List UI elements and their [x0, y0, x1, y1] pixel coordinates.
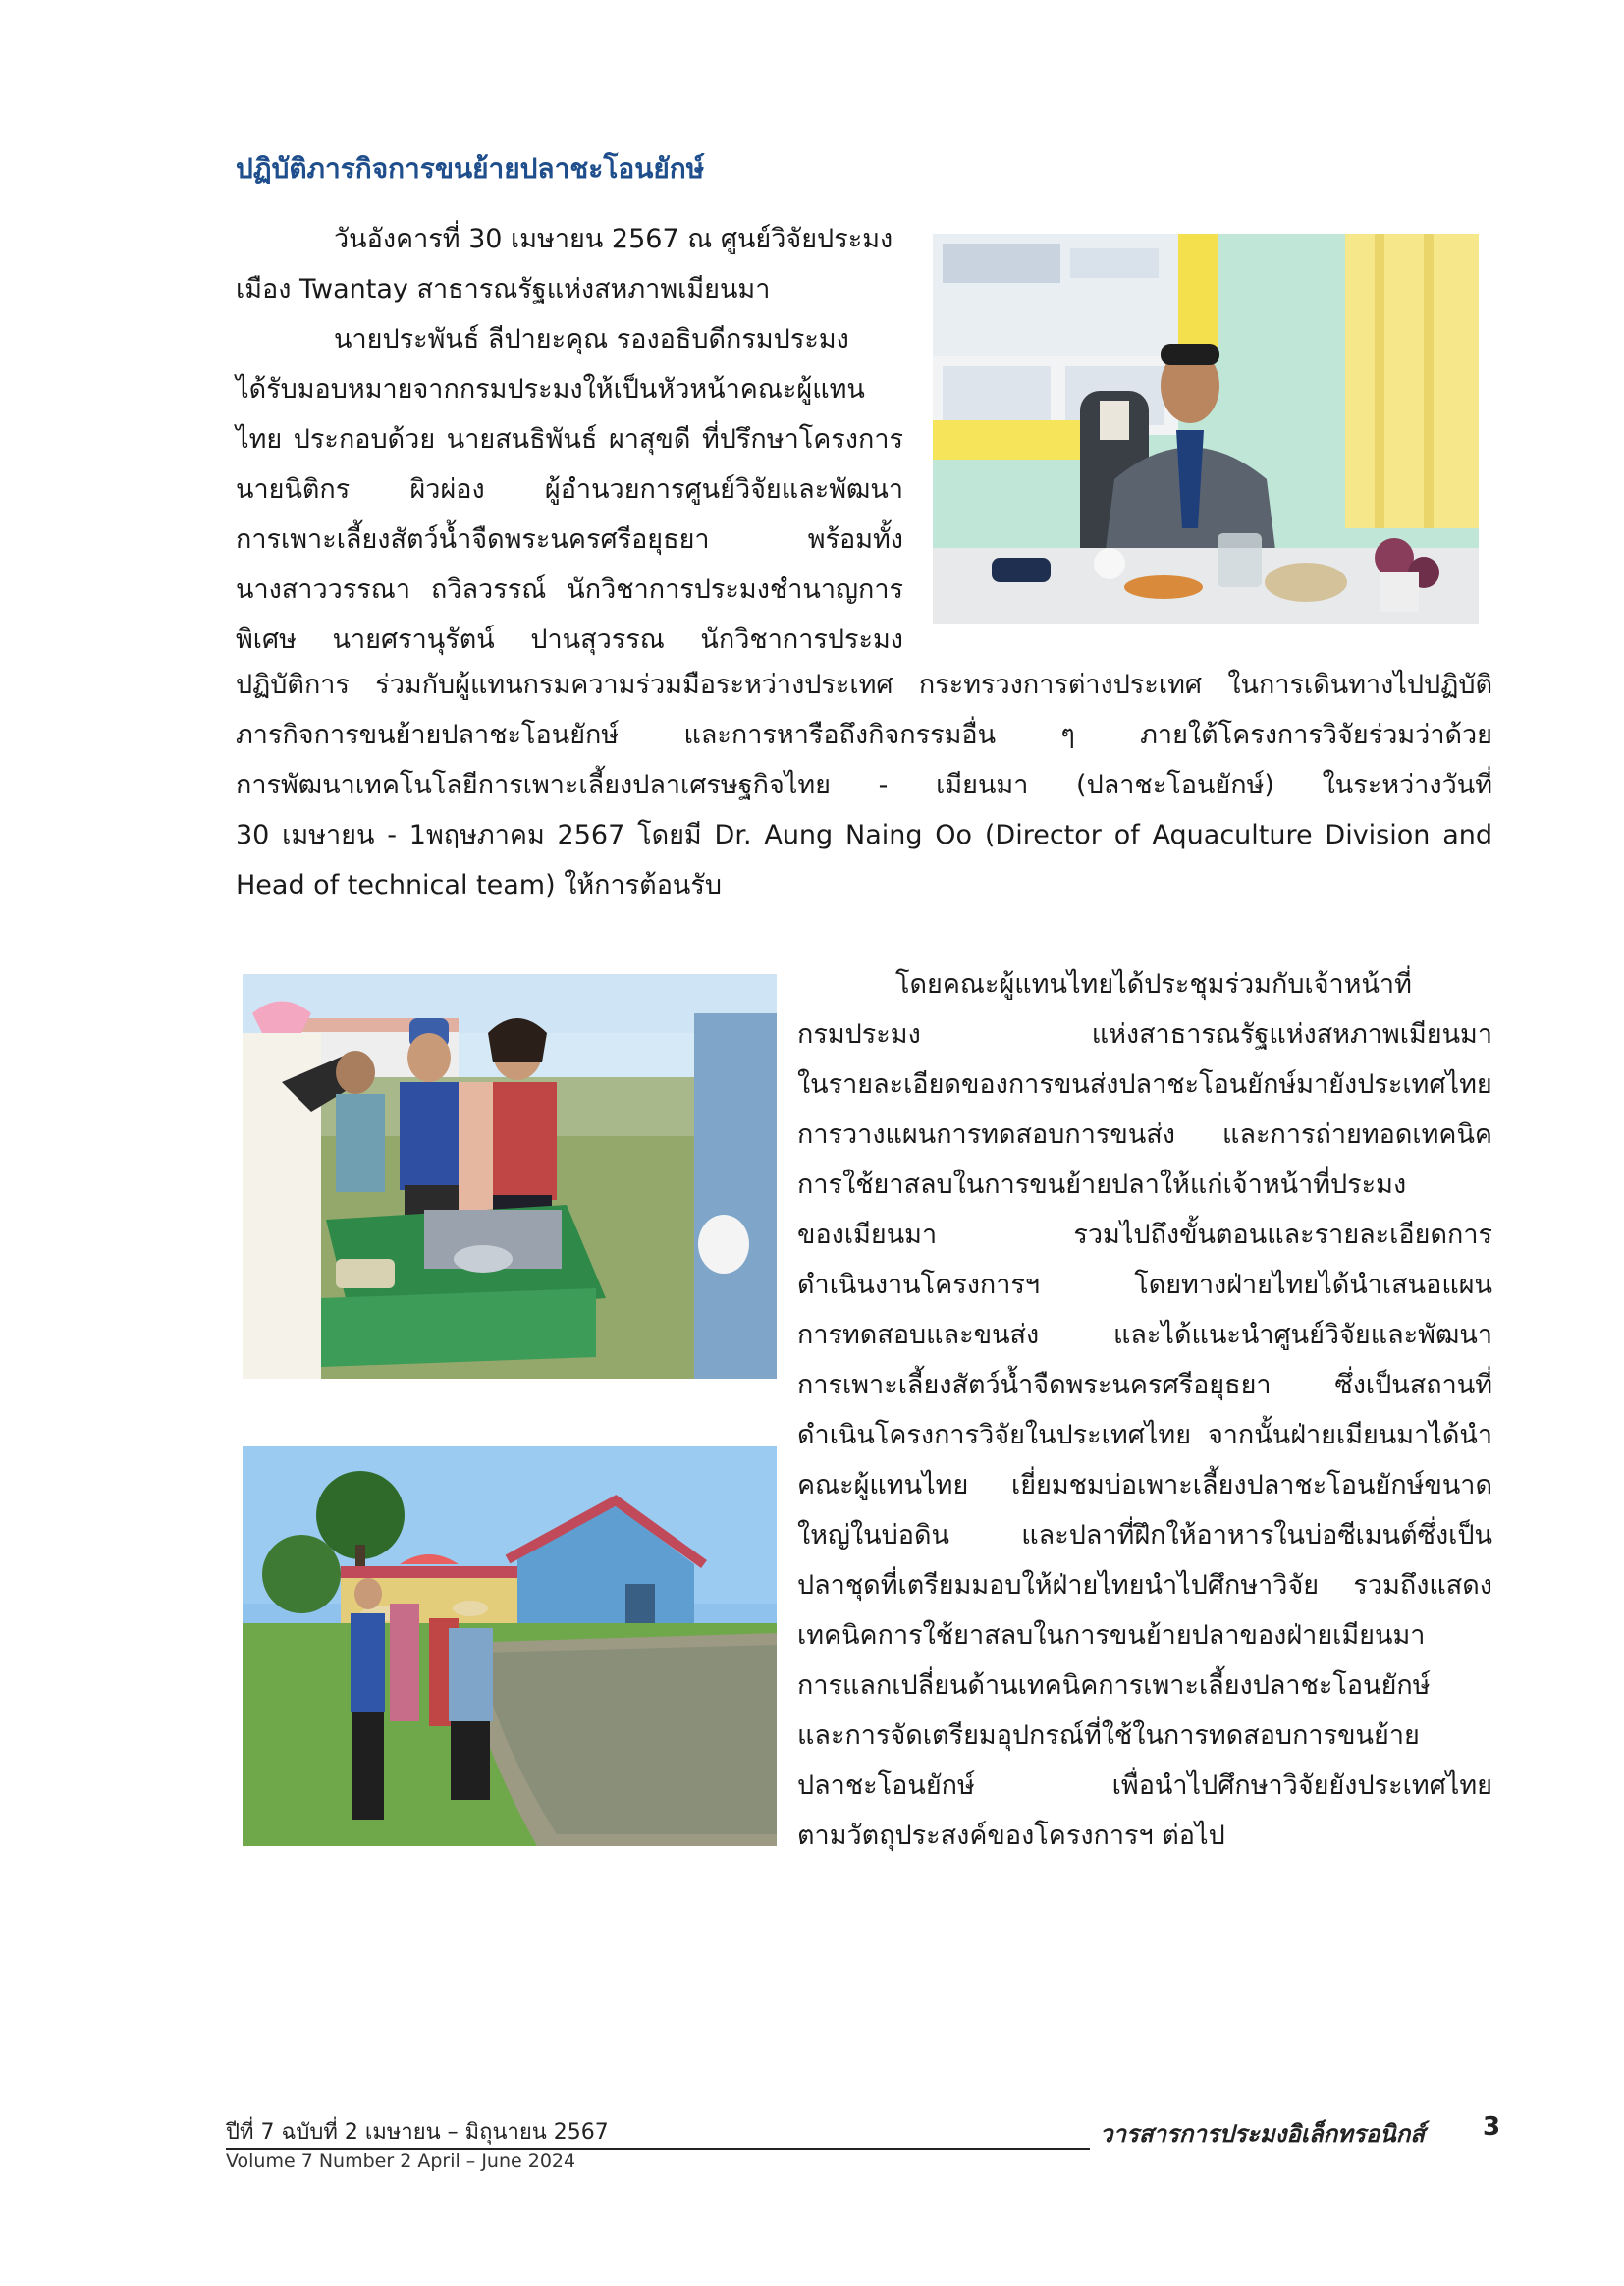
- delegation-line: การพัฒนาเทคโนโลยีการเพาะเลี้ยงปลาเศรษฐกิจไทย - เมียนมา (ปลาชะโอนยักษ์) ในระหว่างวันที่: [236, 770, 1492, 800]
- meeting-line: การใช้ยาสลบในการขนย้ายปลาให้แก่เจ้าหน้าที่ประมง: [797, 1170, 1407, 1200]
- delegation-line: ได้รับมอบหมายจากกรมประมงให้เป็นหัวหน้าคณะผู้แทน: [236, 374, 865, 405]
- meeting-paragraph: [797, 959, 1492, 1861]
- meeting-line: การแลกเปลี่ยนด้านเทคนิคการเพาะเลี้ยงปลาชะโอนยักษ์: [797, 1670, 1431, 1701]
- delegation-line: ไทย ประกอบด้วย นายสนธิพันธ์ ผาสุขดี ที่ปรึกษาโครงการ: [236, 424, 903, 455]
- footer-issue-english: Volume 7 Number 2 April – June 2024: [226, 2150, 576, 2172]
- photo-pond-visit: [243, 1446, 777, 1846]
- meeting-line: ดำเนินโครงการวิจัยในประเทศไทย จากนั้นฝ่ายเมียนมาได้นำ: [797, 1420, 1492, 1450]
- photo-fish-demonstration: [243, 974, 777, 1379]
- meeting-line: ในรายละเอียดของการขนส่งปลาชะโอนยักษ์มายังประเทศไทย: [797, 1069, 1492, 1100]
- delegation-line: นางสาววรรณา ถวิลวรรณ์ นักวิชาการประมงชำนาญการ: [236, 574, 903, 605]
- delegation-line: นายนิติกร ผิวผ่อง ผู้อำนวยการศูนย์วิจัยและพัฒนา: [236, 474, 903, 505]
- meeting-line: ดำเนินงานโครงการฯ โดยทางฝ่ายไทยได้นำเสนอแผน: [797, 1270, 1492, 1300]
- meeting-line: คณะผู้แทนไทย เยี่ยมชมบ่อเพาะเลี้ยงปลาชะโอนยักษ์ขนาด: [797, 1470, 1492, 1500]
- delegation-line: ภารกิจการขนย้ายปลาชะโอนยักษ์ และการหารือถึงกิจกรรมอื่น ๆ ภายใต้โครงการวิจัยร่วมว่าด้วย: [236, 720, 1492, 750]
- meeting-line: การวางแผนการทดสอบการขนส่ง และการถ่ายทอดเทคนิค: [797, 1119, 1492, 1150]
- meeting-line: กรมประมง แห่งสาธารณรัฐแห่งสหภาพเมียนมา: [797, 1019, 1492, 1050]
- footer-issue-thai: ปีที่ 7 ฉบับที่ 2 เมษายน – มิถุนายน 2567: [226, 2120, 609, 2145]
- delegation-line: นายประพันธ์ ลีปายะคุณ รองอธิบดีกรมประมง: [334, 324, 849, 354]
- intro-line: เมือง Twantay สาธารณรัฐแห่งสหภาพเมียนมา: [236, 274, 771, 304]
- footer-divider: [226, 2148, 1090, 2150]
- intro-line: วันอังคารที่ 30 เมษายน 2567 ณ ศูนย์วิจัยประมง: [334, 224, 893, 254]
- photo-official-at-desk: [933, 234, 1479, 624]
- meeting-line: ปลาชะโอนยักษ์ เพื่อนำไปศึกษาวิจัยยังประเทศไทย: [797, 1770, 1492, 1801]
- delegation-line: Head of technical team) ให้การต้อนรับ: [236, 870, 723, 900]
- meeting-line: ปลาชุดที่เตรียมมอบให้ฝ่ายไทยนำไปศึกษาวิจัย รวมถึงแสดง: [797, 1570, 1492, 1601]
- intro-paragraph: [236, 214, 903, 314]
- footer-journal-name: วารสารการประมงอิเล็กทรอนิกส์: [1100, 2120, 1425, 2148]
- meeting-line: เทคนิคการใช้ยาสลบในการขนย้ายปลาของฝ่ายเมียนมา: [797, 1620, 1426, 1651]
- meeting-line: โดยคณะผู้แทนไทยได้ประชุมร่วมกับเจ้าหน้าที่: [895, 969, 1412, 1000]
- meeting-line: ใหญ่ในบ่อดิน และปลาที่ฝึกให้อาหารในบ่อซีเมนต์ซึ่งเป็น: [797, 1520, 1492, 1551]
- meeting-line: และการจัดเตรียมอุปกรณ์ที่ใช้ในการทดสอบการขนย้าย: [797, 1720, 1420, 1751]
- page-number: 3: [1483, 2112, 1501, 2142]
- delegation-line: 30 เมษายน - 1พฤษภาคม 2567 โดยมี Dr. Aung Naing Oo (Director of Aquaculture Division and: [236, 820, 1492, 850]
- meeting-line: การเพาะเลี้ยงสัตว์น้ำจืดพระนครศรีอยุธยา ซึ่งเป็นสถานที่: [797, 1370, 1492, 1400]
- delegation-line: การเพาะเลี้ยงสัตว์น้ำจืดพระนครศรีอยุธยา พร้อมทั้ง: [236, 524, 903, 555]
- delegation-line: ปฏิบัติการ ร่วมกับผู้แทนกรมความร่วมมือระหว่างประเทศ กระทรวงการต่างประเทศ ในการเดินทางไปปฏิบัติ: [236, 670, 1492, 700]
- article-title: ปฏิบัติภารกิจการขนย้ายปลาชะโอนยักษ์: [236, 152, 705, 185]
- delegation-paragraph-continued: [236, 660, 1492, 910]
- meeting-line: ของเมียนมา รวมไปถึงขั้นตอนและรายละเอียดการ: [797, 1220, 1492, 1250]
- delegation-line: พิเศษ นายศรานุรัตน์ ปานสุวรรณ นักวิชาการประมง: [236, 625, 903, 655]
- delegation-paragraph: [236, 314, 903, 665]
- meeting-line: ตามวัตถุประสงค์ของโครงการฯ ต่อไป: [797, 1821, 1225, 1851]
- meeting-line: การทดสอบและขนส่ง และได้แนะนำศูนย์วิจัยและพัฒนา: [797, 1320, 1492, 1350]
